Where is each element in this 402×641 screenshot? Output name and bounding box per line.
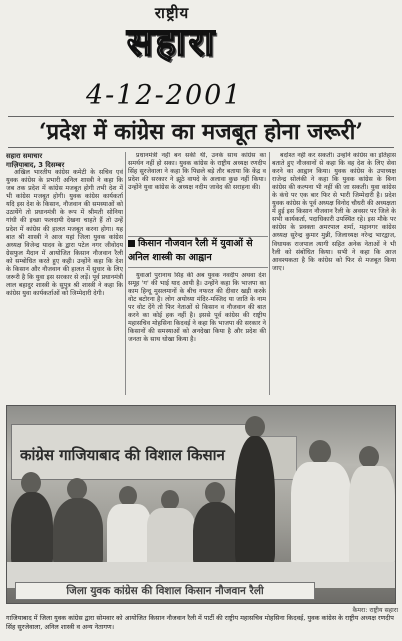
person-head xyxy=(205,482,225,504)
byline-place: गाज़ियाबाद, 3 दिसम्बर xyxy=(6,160,65,169)
person-figure xyxy=(291,462,351,566)
bottom-banner: जिला युवक कांग्रेस की विशाल किसान नौजवान रैली xyxy=(15,582,315,600)
article-column-1 xyxy=(6,152,123,395)
byline-source: सहारा समाचार xyxy=(6,152,43,160)
column-divider xyxy=(269,152,270,395)
photo-caption: गाजियाबाद में जिला युवक कांग्रेस द्वारा सोमवार को आयोजित किसान नौजवान रैली में पार्टी की राष्ट्रीय महासचिव मोहसिना किदवई, युवक कांग्रेस के राष्ट्रीय अध्यक्ष रणदीप सिंह सुरजेवाला, अनिल शास्त्री व अन्य नेतागण। xyxy=(6,614,394,631)
person-figure xyxy=(193,502,239,566)
masthead-logo-title: सहारा xyxy=(126,20,218,64)
subheadline xyxy=(128,236,268,268)
person-figure xyxy=(349,466,395,566)
masthead-small-title: राष्ट्रीय xyxy=(154,4,190,22)
person-head xyxy=(21,472,41,494)
person-figure xyxy=(107,504,151,566)
article-column-2 xyxy=(128,152,266,232)
stage-banner-text: कांग्रेस गाजियाबाद की विशाल किसान xyxy=(20,446,225,464)
article-column-3 xyxy=(272,152,396,395)
masthead xyxy=(76,4,268,66)
stage-banner xyxy=(11,424,257,480)
photo-credit: कैमरा: राष्ट्रीय सहारा xyxy=(352,607,398,614)
column-1-text: अखिल भारतीय कांग्रेस कमेटी के सचिव एवं युवक कांग्रेस के प्रभारी अनिल शास्त्री ने कहा कि जब तक प्रदेश में कांग्रेस मजबूत होगी तभी देश में भी कांग्रेस मजबूत होगी। युवक कांग्रेस कार्यकर्ता यदि इस देश के किसान, नौजवान की समस्याओं को उठायेंगे तो प्रधानमंत्री के रूप में श्रीमती सोनिया गांधी की इच्छा फलदायी देखना चाहते हैं तो उन्हें प्रदेश में कांग्रेस की हालत मजबूत करना होगा। यह बात श्री शास्त्री ने आज यहां जिला युवक कांग्रेस अध्यक्ष विजेन्द्र यादव के द्वारा पटेल नगर जीवोदय ग्रेसफुल मैदान में आयोजित किसान नौजवान रैली को सम्बोधित करते हुए कही। उन्होंने कहा कि देश के किसान और नौजवान की हालत में सुधार के लिए जरूरी है कि युवा इस सरकार से लड़ें। पूर्व प्रधानमंत्री लाल बहादुर शास्त्री के सुपुत्र श्री शास्त्री ने कहा कि कांग्रेस युवा कार्यकर्ताओं को जिम्मेदारी देगी। xyxy=(6,169,123,297)
column-divider xyxy=(125,152,126,395)
person-figure xyxy=(53,498,103,566)
rally-photo xyxy=(6,405,396,604)
person-head xyxy=(161,490,179,510)
person-figure xyxy=(147,508,195,566)
person-head xyxy=(245,416,265,438)
subheadline-text: किसान नौजवान रैली में युवाओं से अनिल शास्त्री का आह्वान xyxy=(128,238,253,263)
person-head xyxy=(309,440,331,464)
bullet-square-icon xyxy=(128,240,135,247)
article-column-2-continued xyxy=(128,272,266,394)
column-2-continued-text: युवाओं पुरानाथ सिंह की अब युवक नवदीप अथवा देश समूह 'ग' की भाई याद आयी है। उन्होंने कहा कि भाजपा का काम हिन्दू मुसलमानों के बीच नफरत की दीवार खड़ी करके वोट बटोरना है। लोग अयोध्या मंदिर-मस्जिद या जाति के नाम पर वोट देंगे तो फिर नेताओं से किसान व नौजवान की बात करने का कोई हक नहीं है। इससे पूर्व कांग्रेस की राष्ट्रीय महासचिव मोहसिना किदवई ने कहा कि भाजपा की सरकार ने किसानों की समस्याओं को अनदेखा किया है और प्रदेश की जनता के साथ धोखा किया है। xyxy=(128,272,266,344)
speaker-figure xyxy=(235,436,275,566)
person-head xyxy=(67,478,87,500)
column-3-text: बर्दाश्त नहीं कर सकती। उन्होंने कांग्रेस का इतिहास बताते हुए नौजवानों से कहा कि वह देश के लिए सेवा करने का आह्वान किया। युवक कांग्रेस के उपाध्यक्ष राजेन्द्र सोलंकी ने कहा कि युवक कांग्रेस के बिना कांग्रेस की कल्पना भी नहीं की जा सकती। युवा कांग्रेस के कंधे पर एक बार फिर से भारी जिम्मेदारी है। प्रदेश युवक कांग्रेस के पूर्व अध्यक्ष विनोद चौधरी की अध्यक्षता में हुई इस किसान नौजवान रैली के अवसर पर जिले के सभी कार्यकर्ता, पदाधिकारी उपस्थित रहे। इस मौके पर कांग्रेस के प्रवक्ता अमरपाल शर्मा, महानगर कांग्रेस अध्यक्ष सुरेन्द्र कुमार मुन्नी, जिलाध्यक्ष नरेन्द्र भारद्वाज, विधायक राजपाल त्यागी सहित अनेक नेताओं ने भी रैली को संबोधित किया। सभी ने कहा कि आज आवश्यकता है कि कांग्रेस को फिर से मजबूत किया जाए। xyxy=(272,152,396,272)
handwritten-date: 4-12-2001 xyxy=(86,80,243,111)
person-figure xyxy=(11,492,53,566)
headline: ‘प्रदेश में कांग्रेस का मजबूत होना जरूरी’ xyxy=(8,116,394,148)
person-head xyxy=(119,486,137,506)
person-head xyxy=(359,446,379,468)
column-2-text: प्रधानमंत्री नहीं बन सकी थी, उनके साथ कांग्रेस का समर्थन नहीं हो सका। युवक कांग्रेस के राष्ट्रीय अध्यक्ष रणदीप सिंह सुरजेवाला ने कहा कि पिछले बड़े तौर बताया कि केंद्र व प्रदेश की सरकार ने झूठे वायदे के अलावा कुछ नहीं किया। उन्होंने युवा कांग्रेस के अध्यक्ष नदीम जावेद की सराहना की। xyxy=(128,152,266,192)
